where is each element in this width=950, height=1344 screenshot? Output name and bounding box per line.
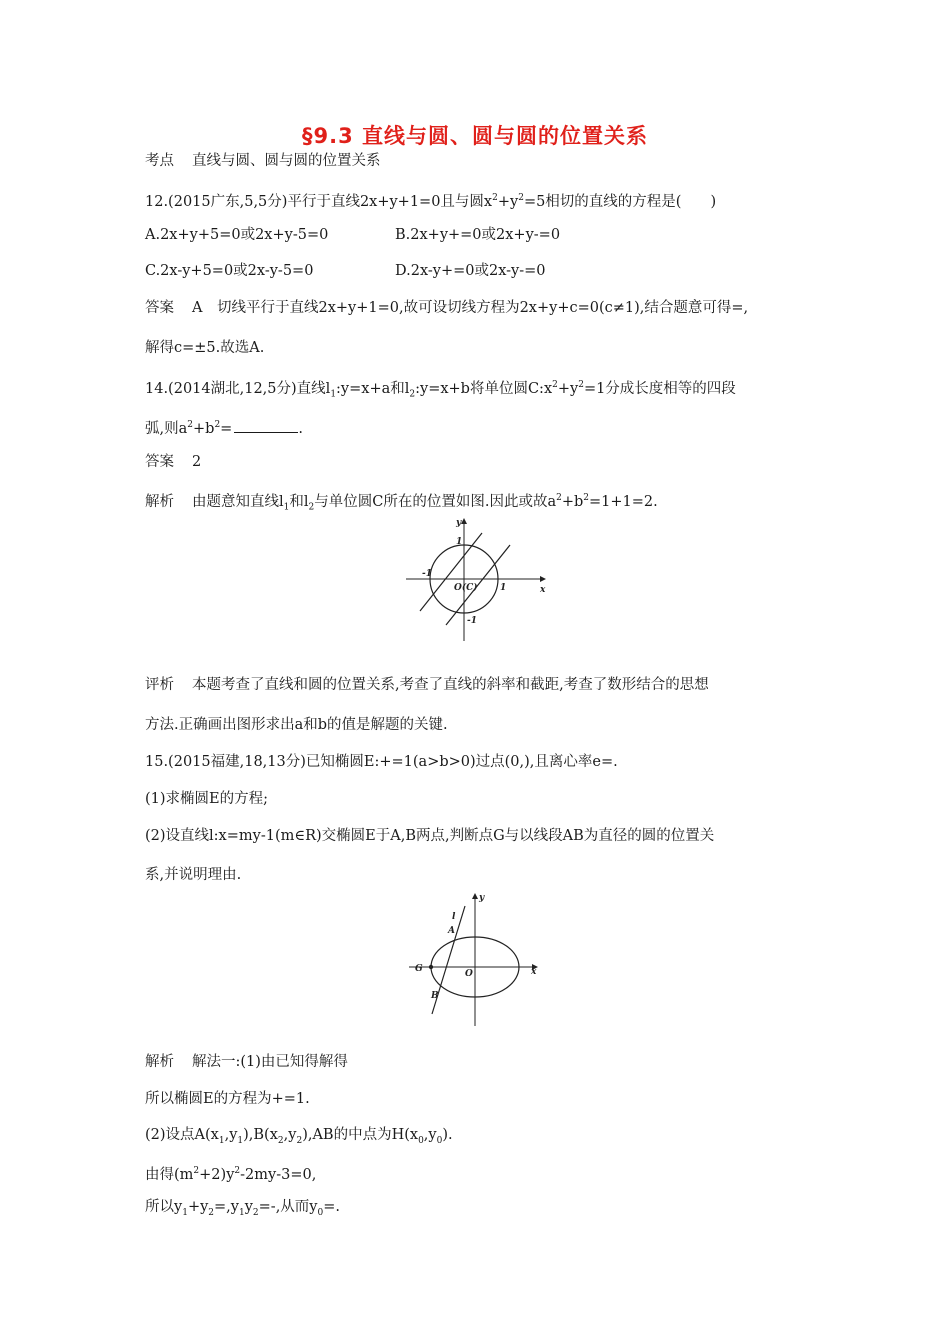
ellipse-figure — [405, 890, 555, 1030]
text-run: ),B(x — [243, 1127, 278, 1143]
page-title: §9.3 直线与圆、圆与圆的位置关系 — [301, 124, 648, 148]
text-run: ,y — [423, 1127, 437, 1143]
review-label: 评析 — [145, 677, 174, 693]
text-run: . — [298, 420, 303, 437]
q14-review — [145, 675, 709, 695]
point-G-label: G — [415, 964, 423, 974]
question-14-stem-cont — [145, 415, 303, 439]
superscript: 2 — [583, 493, 590, 503]
origin-label: O(C) — [454, 583, 478, 593]
superscript: 2 — [556, 493, 562, 503]
superscript: 2 — [518, 193, 524, 203]
superscript: 2 — [492, 193, 498, 203]
q15-solution-line-5 — [145, 1197, 340, 1223]
text-run: =. — [323, 1199, 340, 1215]
section-heading — [145, 151, 381, 171]
subscript: 0 — [317, 1207, 324, 1218]
q12-answer — [145, 298, 748, 318]
tick-neg1-left: -1 — [422, 569, 432, 579]
q14-review-cont: 方法.正确画出图形求出a和b的值是解题的关键. — [145, 717, 448, 733]
subscript: 2 — [252, 1207, 259, 1218]
section-topic: 直线与圆、圆与圆的位置关系 — [192, 153, 381, 169]
y-axis-label: y — [456, 518, 462, 528]
q15-solution-line-3 — [145, 1125, 453, 1151]
subscript: 1 — [330, 389, 337, 400]
q14-answer — [145, 452, 201, 472]
text-run: +y — [497, 193, 519, 210]
x-axis-label: x — [531, 967, 537, 977]
answer-label: 答案 — [145, 300, 174, 316]
q14-analysis — [145, 488, 658, 518]
subscript: 2 — [296, 1135, 303, 1146]
text-run: :y=x+a和l — [336, 380, 410, 397]
superscript: 2 — [552, 380, 558, 390]
x-axis-label: x — [540, 585, 546, 595]
tick-1-right: 1 — [500, 583, 507, 593]
point-B-label: B — [431, 991, 439, 1001]
line-l-label: l — [452, 912, 456, 922]
text-run: 由题意知直线l — [192, 493, 284, 510]
x-axis-arrow — [540, 576, 546, 582]
origin-label: O — [465, 969, 473, 979]
subscript: 2 — [308, 502, 315, 513]
q15-analysis — [145, 1052, 348, 1072]
text-run: -2my-3=0, — [240, 1166, 317, 1183]
text-run: ),AB的中点为H(x — [302, 1127, 419, 1143]
text-run: +b — [193, 420, 215, 437]
text-run: =-,从而y — [258, 1199, 318, 1215]
text-run: 由得(m — [145, 1166, 194, 1183]
tick-neg1-bottom: -1 — [467, 616, 477, 626]
question-12-stem — [145, 188, 716, 212]
text-run: +b — [561, 493, 584, 510]
q12-option-a: A.2x+y+5=0或2x+y-5=0 — [145, 227, 329, 243]
superscript: 2 — [234, 1166, 241, 1176]
subscript: 1 — [283, 502, 290, 513]
subscript: 1 — [182, 1207, 188, 1218]
analysis-label: 解析 — [145, 1054, 174, 1070]
text-run: = — [220, 420, 233, 437]
text-run: 与单位圆C所在的位置如图.因此或故a — [314, 493, 557, 510]
text-run: 所以y — [145, 1199, 183, 1215]
text-run: 解法一:(1)由已知得解得 — [192, 1054, 348, 1070]
q15-part-2: (2)设直线l:x=my-1(m∈R)交椭圆E于A,B两点,判断点G与以线段AB为直径的圆的位置关 — [145, 828, 715, 844]
point-G — [429, 965, 433, 969]
q12-answer-cont: 解得c=±5.故选A. — [145, 340, 265, 356]
text-run: 14.(2014湖北,12,5分)直线l — [145, 380, 331, 397]
question-14-stem — [145, 375, 736, 405]
answer-blank — [234, 418, 298, 433]
superscript: 2 — [214, 420, 221, 430]
y-axis-arrow — [461, 518, 467, 524]
subscript: 1 — [238, 1207, 245, 1218]
text-run: 和l — [289, 493, 309, 510]
q12-option-d: D.2x-y+=0或2x-y-=0 — [395, 263, 546, 279]
subscript: 0 — [436, 1135, 443, 1146]
q15-part-1: (1)求椭圆E的方程; — [145, 791, 269, 807]
analysis-label: 解析 — [145, 493, 174, 510]
superscript: 2 — [578, 380, 584, 390]
text-run: 12.(2015广东,5,5分)平行于直线2x+y+1=0且与圆x — [145, 193, 493, 210]
text-run: 本题考查了直线和圆的位置关系,考查了直线的斜率和截距,考查了数形结合的思想 — [192, 677, 709, 693]
text-run: =5相切的直线的方程是( ) — [523, 193, 717, 210]
answer-label: 答案 — [145, 454, 174, 470]
question-15-stem: 15.(2015福建,18,13分)已知椭圆E:+=1(a>b>0)过点(0,),且离心率e=. — [145, 754, 618, 770]
point-A-label: A — [448, 926, 455, 936]
q12-option-b: B.2x+y+=0或2x+y-=0 — [395, 227, 561, 243]
text-run: 弧,则a — [145, 420, 188, 437]
text-run: ,y — [224, 1127, 238, 1143]
q12-option-c: C.2x-y+5=0或2x-y-5=0 — [145, 263, 314, 279]
text-run: ,y — [283, 1127, 297, 1143]
text-run: ). — [442, 1127, 453, 1143]
q15-solution-line-2: 所以椭圆E的方程为+=1. — [145, 1091, 310, 1107]
text-run: :y=x+b将单位圆C:x — [415, 380, 553, 397]
text-run: +y — [187, 1199, 209, 1215]
section-label: 考点 — [145, 153, 174, 169]
y-axis-label: y — [479, 893, 485, 903]
unit-circle-figure — [400, 515, 550, 645]
q15-solution-line-4 — [145, 1161, 316, 1185]
text-run: +2)y — [199, 1166, 235, 1183]
subscript: 1 — [218, 1135, 225, 1146]
text-run: +y — [557, 380, 579, 397]
answer-text: 2 — [192, 454, 202, 470]
text-run: y — [244, 1199, 253, 1215]
superscript: 2 — [187, 420, 193, 430]
y-axis-arrow — [472, 893, 478, 899]
subscript: 1 — [237, 1135, 244, 1146]
subscript: 2 — [409, 389, 416, 400]
superscript: 2 — [193, 1166, 200, 1176]
text-run: =,y — [214, 1199, 239, 1215]
subscript: 2 — [277, 1135, 284, 1146]
tick-1-top: 1 — [456, 537, 463, 547]
text-run: =1+1=2. — [589, 493, 658, 510]
subscript: 2 — [208, 1207, 215, 1218]
q15-part-2-cont: 系,并说明理由. — [145, 867, 242, 883]
text-run: (2)设点A(x — [145, 1127, 219, 1143]
answer-text: A 切线平行于直线2x+y+1=0,故可设切线方程为2x+y+c=0(c≠1),结合题意可得=, — [192, 300, 749, 316]
subscript: 0 — [418, 1135, 424, 1146]
text-run: =1分成长度相等的四段 — [583, 380, 736, 397]
